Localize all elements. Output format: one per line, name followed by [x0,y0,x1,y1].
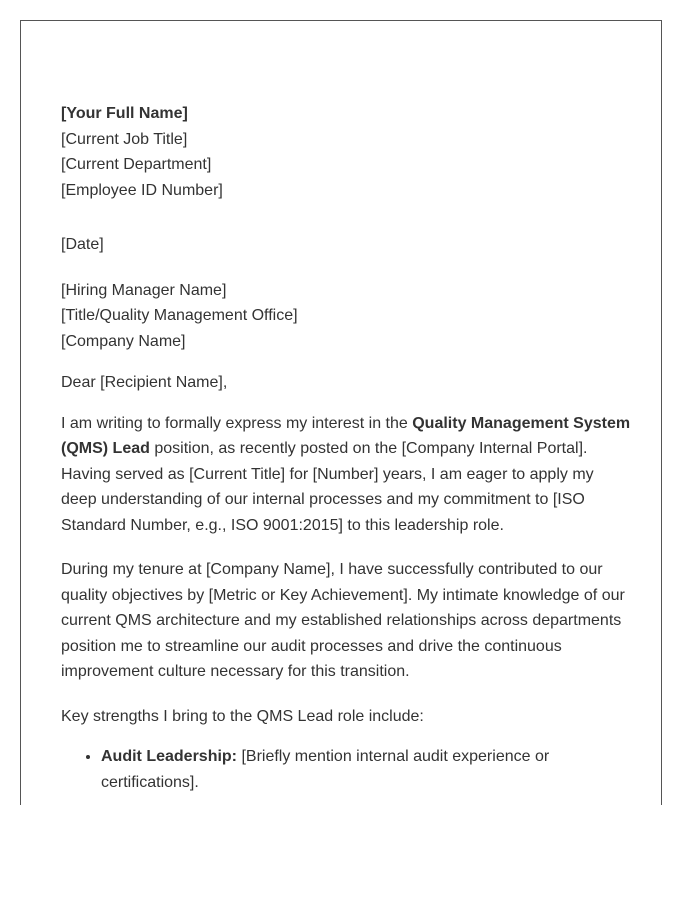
letter-page [20,20,662,805]
recipient-title: [Title/Quality Management Office] [61,307,298,324]
sender-employee-id: [Employee ID Number] [61,181,223,199]
position-title: Quality Management System (QMS) Lead [61,414,631,457]
paragraph-1-rest: position, as recently posted on the [Company Internal Portal]. Having served as [Current Title] for [Number] years, I am eager to apply my deep understanding of our internal processes and my commitment to [ISO Standard Number, e.g., ISO 9001:2015] to this leadership role. [61,440,594,534]
strength-label: Audit Leadership: [101,748,238,765]
salutation: Dear [Recipient Name], [61,374,228,391]
letter-content [61,101,631,795]
list-item [101,744,631,795]
recipient-name: [Hiring Manager Name] [61,281,227,299]
strengths-intro: Key strengths I bring to the QMS Lead role include: [61,707,424,725]
strength-text: [Briefly mention internal audit experience or certifications]. [101,748,550,791]
body-paragraph-2: During my tenure at [Company Name], I have successfully contributed to our quality objectives by [Metric or Key Achievement]. My intimate knowledge of our current QMS architecture and my established relationships across departments position me to streamline our audit processes and drive the continuous improvement culture necessary for this transition. [61,561,625,680]
strengths-list [61,744,631,795]
sender-job-title: [Current Job Title] [61,130,188,148]
recipient-company: [Company Name] [61,332,186,350]
letter-date: [Date] [61,236,104,253]
sender-name: [Your Full Name] [61,105,188,122]
paragraph-1-lead: I am writing to formally express my interest in the [61,414,413,432]
body-paragraph-1 [61,411,631,539]
sender-department: [Current Department] [61,156,212,173]
sender-block [61,101,631,203]
recipient-block [61,278,631,355]
